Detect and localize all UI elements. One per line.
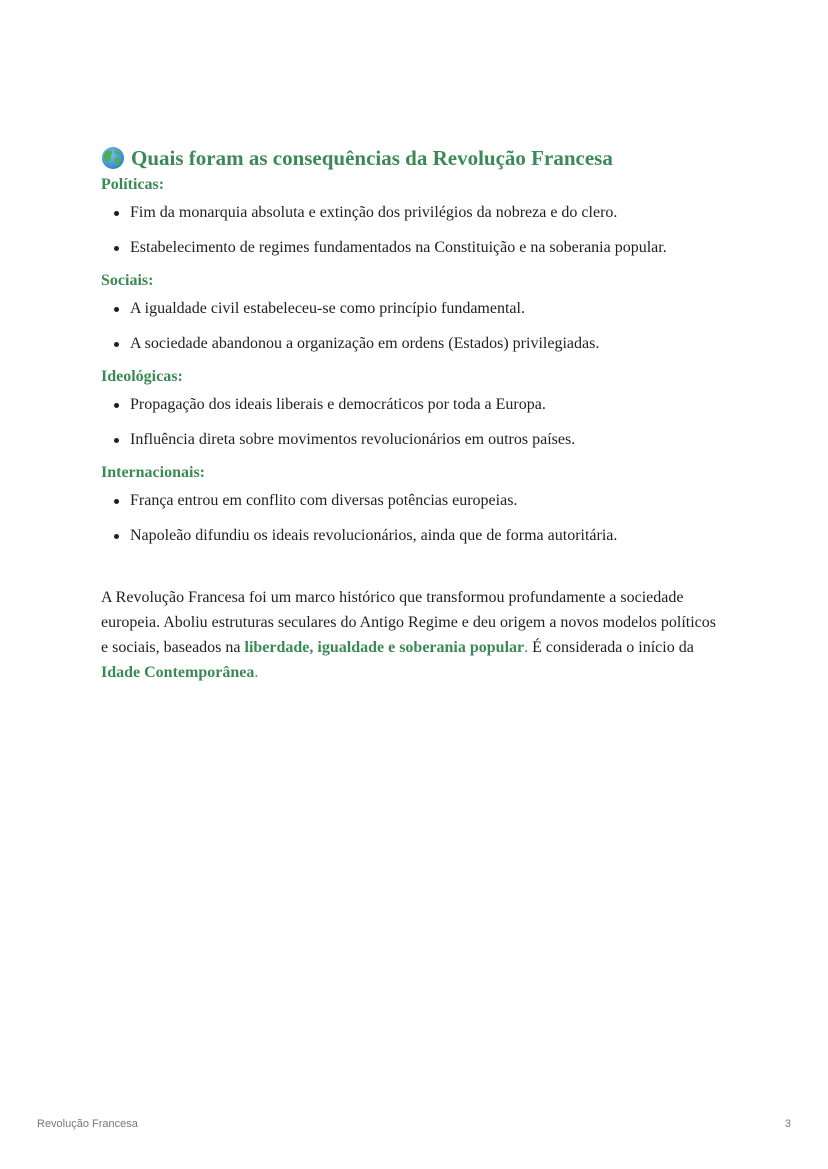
list-item	[101, 394, 731, 416]
section-heading-text: Quais foram as consequências da Revolução Francesa	[131, 146, 613, 170]
bullet-icon	[114, 342, 119, 347]
list-item-text: França entrou em conflito com diversas potências europeias.	[130, 492, 518, 509]
section-label: Políticas:	[101, 176, 165, 193]
list-item	[101, 490, 731, 512]
section-ideologicas	[101, 366, 731, 451]
bullet-list	[101, 490, 731, 547]
list-item	[101, 202, 731, 224]
bullet-list	[101, 202, 731, 259]
list-item	[101, 333, 731, 355]
section-heading	[101, 144, 731, 172]
bullet-icon	[114, 403, 119, 408]
bullet-icon	[114, 438, 119, 443]
section-label: Ideológicas:	[101, 368, 183, 385]
section-internacionais	[101, 462, 731, 547]
bullet-icon	[114, 499, 119, 504]
list-item	[101, 429, 731, 451]
list-item-text: Influência direta sobre movimentos revolucionários em outros países.	[130, 431, 576, 448]
section-label: Internacionais:	[101, 464, 205, 481]
list-item-text: Napoleão difundiu os ideais revolucionários, ainda que de forma autoritária.	[130, 527, 618, 544]
section-politicas	[101, 174, 731, 259]
globe-icon	[101, 146, 125, 170]
footer-title: Revolução Francesa	[37, 1118, 138, 1130]
list-item-text: Propagação dos ideais liberais e democráticos por toda a Europa.	[130, 396, 546, 413]
bullet-icon	[114, 534, 119, 539]
list-item-text: A sociedade abandonou a organização em ordens (Estados) privilegiadas.	[130, 335, 600, 352]
bullet-list	[101, 394, 731, 451]
highlight-punct: .	[254, 664, 259, 681]
footer-page-number: 3	[784, 1118, 791, 1130]
highlight-text: Idade Contemporânea	[101, 664, 255, 681]
bullet-list	[101, 298, 731, 355]
bullet-icon	[114, 307, 119, 312]
section-sociais	[101, 270, 731, 355]
highlight-text: liberdade, igualdade e soberania popular	[244, 639, 525, 656]
list-item	[101, 298, 731, 320]
conclusion-text: A Revolução Francesa foi um marco histórico que transformou profundamente a sociedade europeia. Aboliu estruturas seculares do Antigo Regime e deu origem a novos modelos políticos e sociais, baseados na	[101, 589, 716, 656]
conclusion-paragraph	[101, 585, 726, 685]
page-content	[101, 144, 731, 685]
highlight-punct: .	[524, 639, 529, 656]
list-item-text: Fim da monarquia absoluta e extinção dos privilégios da nobreza e do clero.	[130, 204, 618, 221]
list-item-text: A igualdade civil estabeleceu-se como princípio fundamental.	[130, 300, 525, 317]
list-item	[101, 237, 731, 259]
list-item	[101, 525, 731, 547]
list-item-text: Estabelecimento de regimes fundamentados na Constituição e na soberania popular.	[130, 239, 667, 256]
section-label: Sociais:	[101, 272, 154, 289]
bullet-icon	[114, 246, 119, 251]
bullet-icon	[114, 211, 119, 216]
conclusion-text: É considerada o início da	[528, 639, 694, 656]
